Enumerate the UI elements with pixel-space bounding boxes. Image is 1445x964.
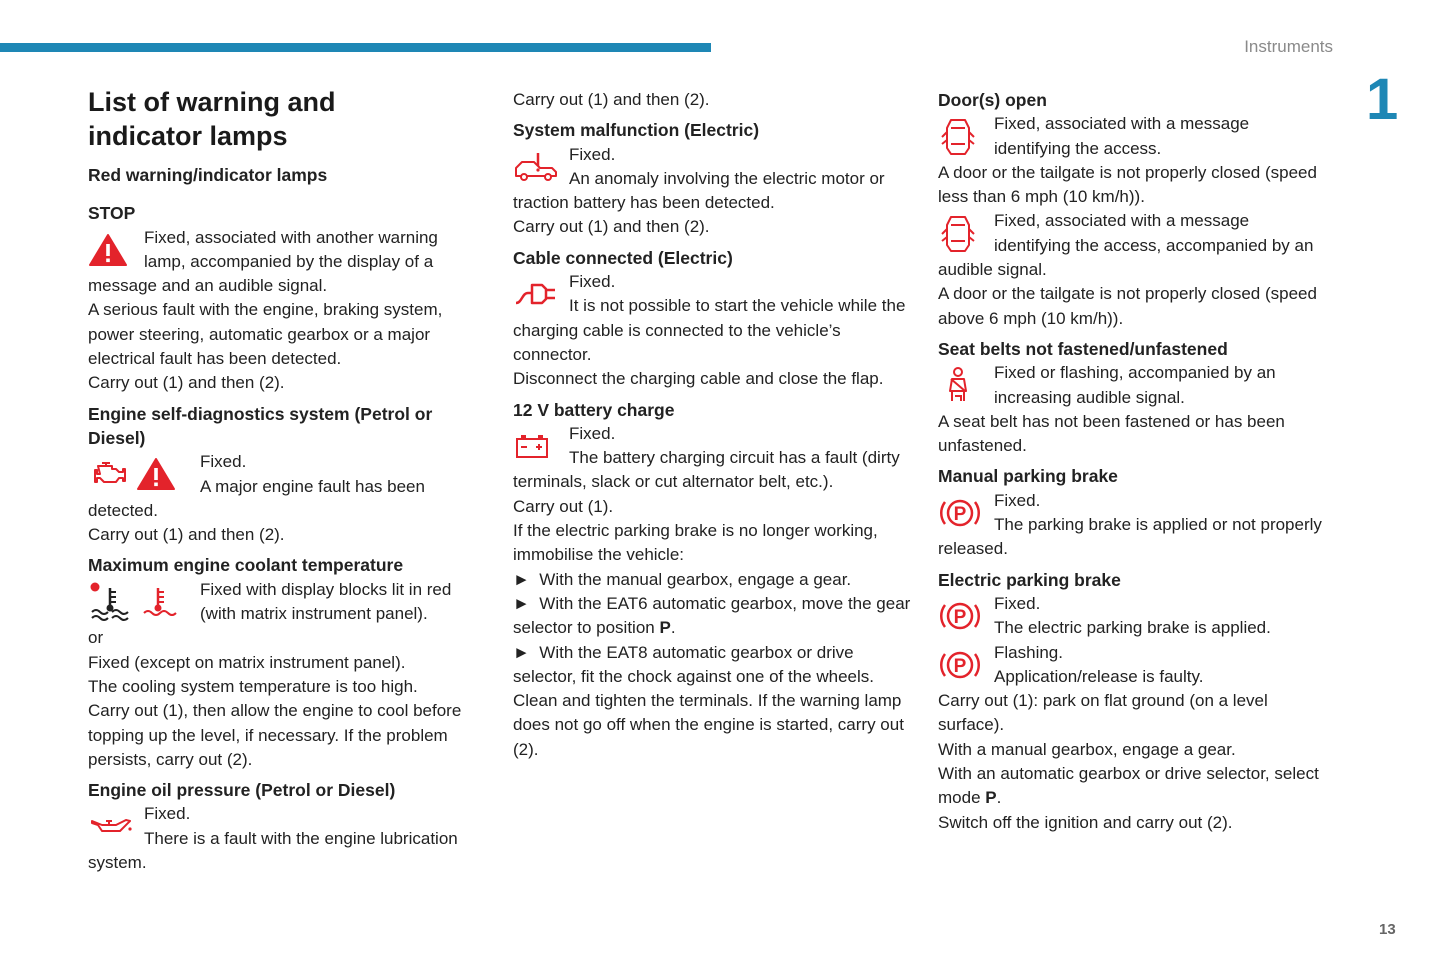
column-2 (513, 88, 913, 762)
seatbelt-text: Fixed or flashing, accompanied by an increasing audible signal. (994, 363, 1276, 407)
parking-brake-icon (938, 647, 982, 683)
battery-action: Carry out (1). (513, 496, 614, 516)
doors-heading: Door(s) open (938, 90, 1047, 110)
oil-entry (88, 802, 484, 875)
electric-brake-text2: The electric parking brake is applied. (994, 618, 1271, 638)
engine-diag-entry (88, 450, 484, 523)
stop-entry (88, 226, 484, 299)
malfunction-entry (513, 143, 913, 216)
cable-text2: It is not possible to start the vehicle while the charging cable is connected to the vehicle’s connector. (513, 296, 906, 364)
cable-action: Disconnect the charging cable and close the flap. (513, 369, 884, 389)
electric-brake-text4: Application/release is faulty. (994, 666, 1204, 686)
battery-text2: The battery charging circuit has a fault (dirty terminals, slack or cut alternator belt, etc.). (513, 448, 900, 492)
bullet-eat8: ► With the EAT8 automatic gearbox or drive selector, fit the chock against one of the wheels. (513, 642, 874, 686)
page-number: 13 (1379, 921, 1396, 938)
battery-final: Clean and tighten the terminals. If the warning lamp does not go off when the engine is started, carry out (2). (513, 691, 904, 759)
bullet-arrow: ► (513, 642, 530, 662)
charging-plug-icon (513, 277, 559, 311)
oil-heading: Engine oil pressure (Petrol or Diesel) (88, 780, 396, 801)
section-title: Instruments (1244, 37, 1333, 56)
doors-text: Fixed, associated with a message identifying the access. (994, 114, 1250, 158)
cable-text: Fixed. (569, 272, 616, 292)
seatbelt-detail: A seat belt has not been fastened or has been unfastened. (938, 411, 1285, 456)
parking-brake-icon (938, 598, 982, 634)
electric-brake-entry-1 (938, 592, 1323, 641)
electric-brake-action: Carry out (1): park on flat ground (on a level surface). (938, 691, 1268, 735)
battery-heading: 12 V battery charge (513, 399, 675, 420)
doors-detail: A door or the tailgate is not properly closed (speed less than 6 mph (10 km/h)). (938, 162, 1317, 207)
warning-triangle-icon (88, 233, 128, 267)
column-3 (938, 88, 1323, 835)
continued-action: Carry out (1) and then (2). (513, 90, 710, 109)
coolant-entry (88, 578, 484, 627)
seatbelt-icon (938, 365, 978, 405)
bullet-manual: ► With the manual gearbox, engage a gear. (513, 569, 852, 589)
doors-entry-2 (938, 209, 1323, 282)
stop-action: Carry out (1) and then (2). (88, 373, 285, 393)
doors-text-2: Fixed, associated with a message identifying the access, accompanied by an audible signal. (938, 211, 1314, 280)
car-warning-icon (513, 150, 559, 184)
electric-brake-final: Switch off the ignition and carry out (2). (938, 812, 1233, 832)
coolant-temperature-icon (88, 582, 132, 622)
manual-brake-text: Fixed. (994, 490, 1041, 510)
oil-text2: There is a fault with the engine lubrication system. (88, 828, 458, 873)
engine-diag-heading: Engine self-diagnostics system (Petrol or Diesel) (88, 403, 433, 448)
doors-detail-2: A door or the tailgate is not properly closed (speed above 6 mph (10 km/h)). (938, 284, 1317, 328)
battery-entry (513, 422, 913, 495)
electric-brake-text: Fixed. (994, 593, 1041, 613)
engine-diag-action: Carry out (1) and then (2). (88, 525, 285, 545)
battery-note: If the electric parking brake is no longer working, immobilise the vehicle: (513, 521, 878, 565)
bullet-eat6: ► With the EAT6 automatic gearbox, move the gear selector to position P. (513, 593, 911, 638)
malfunction-action: Carry out (1) and then (2). (513, 217, 710, 237)
coolant-text: Fixed with display blocks lit in red (with matrix instrument panel). (200, 579, 452, 624)
electric-brake-entry-2 (938, 641, 1323, 690)
battery-text: Fixed. (569, 423, 616, 443)
seatbelt-heading: Seat belts not fastened/unfastened (938, 338, 1228, 359)
manual-brake-entry (938, 489, 1323, 562)
stop-heading: STOP (88, 203, 136, 224)
column-1 (88, 85, 484, 875)
electric-brake-auto: With an automatic gearbox or drive selector, select mode P. (938, 764, 1319, 808)
manual-brake-text2: The parking brake is applied or not properly released. (938, 515, 1322, 559)
coolant-temperature-icon (140, 582, 180, 622)
coolant-or: or (88, 628, 104, 648)
cable-heading: Cable connected (Electric) (513, 247, 733, 268)
brake-letter: P (953, 655, 967, 677)
electric-brake-text3: Flashing. (994, 642, 1063, 662)
coolant-detail-2: The cooling system temperature is too high. (88, 676, 418, 696)
electric-brake-heading: Electric parking brake (938, 569, 1121, 590)
cable-entry (513, 270, 913, 367)
page-title: List of warning and indicator lamps (88, 87, 336, 151)
oil-can-icon (88, 811, 132, 841)
battery-icon (513, 431, 553, 461)
electric-brake-manual: With a manual gearbox, engage a gear. (938, 739, 1236, 759)
manual-brake-heading: Manual parking brake (938, 466, 1118, 487)
engine-icon (88, 457, 128, 491)
subtitle: Red warning/indicator lamps (88, 165, 328, 185)
brake-letter: P (953, 606, 967, 628)
warning-triangle-icon (136, 457, 176, 491)
coolant-detail: Fixed (except on matrix instrument panel). (88, 652, 406, 672)
oil-text: Fixed. (144, 804, 191, 824)
bullet-arrow: ► (513, 593, 530, 613)
coolant-heading: Maximum engine coolant temperature (88, 555, 404, 576)
header-accent-bar (0, 43, 711, 52)
stop-detail: A serious fault with the engine, braking system, power steering, automatic gearbox or a major electrical fault has been detected. (88, 300, 443, 369)
chapter-number: 1 (1366, 67, 1399, 132)
seatbelt-entry (938, 361, 1323, 410)
car-door-open-icon (938, 211, 978, 255)
coolant-action: Carry out (1), then allow the engine to cool before topping up the level, if necessary. If the problem persists, carry out (2). (88, 701, 462, 769)
car-door-open-icon (938, 114, 978, 158)
bullet-arrow: ► (513, 569, 530, 589)
doors-entry-1 (938, 112, 1323, 161)
engine-diag-text: Fixed. (200, 452, 247, 472)
malfunction-heading: System malfunction (Electric) (513, 120, 760, 141)
brake-letter: P (953, 503, 967, 525)
parking-brake-icon (938, 495, 982, 531)
malfunction-text: Fixed. (569, 144, 616, 164)
malfunction-text2: An anomaly involving the electric motor or traction battery has been detected. (513, 168, 885, 213)
stop-text: Fixed, associated with another warning lamp, accompanied by the display of a message and an audible signal. (88, 227, 438, 296)
engine-diag-text2: A major engine fault has been detected. (88, 476, 425, 520)
